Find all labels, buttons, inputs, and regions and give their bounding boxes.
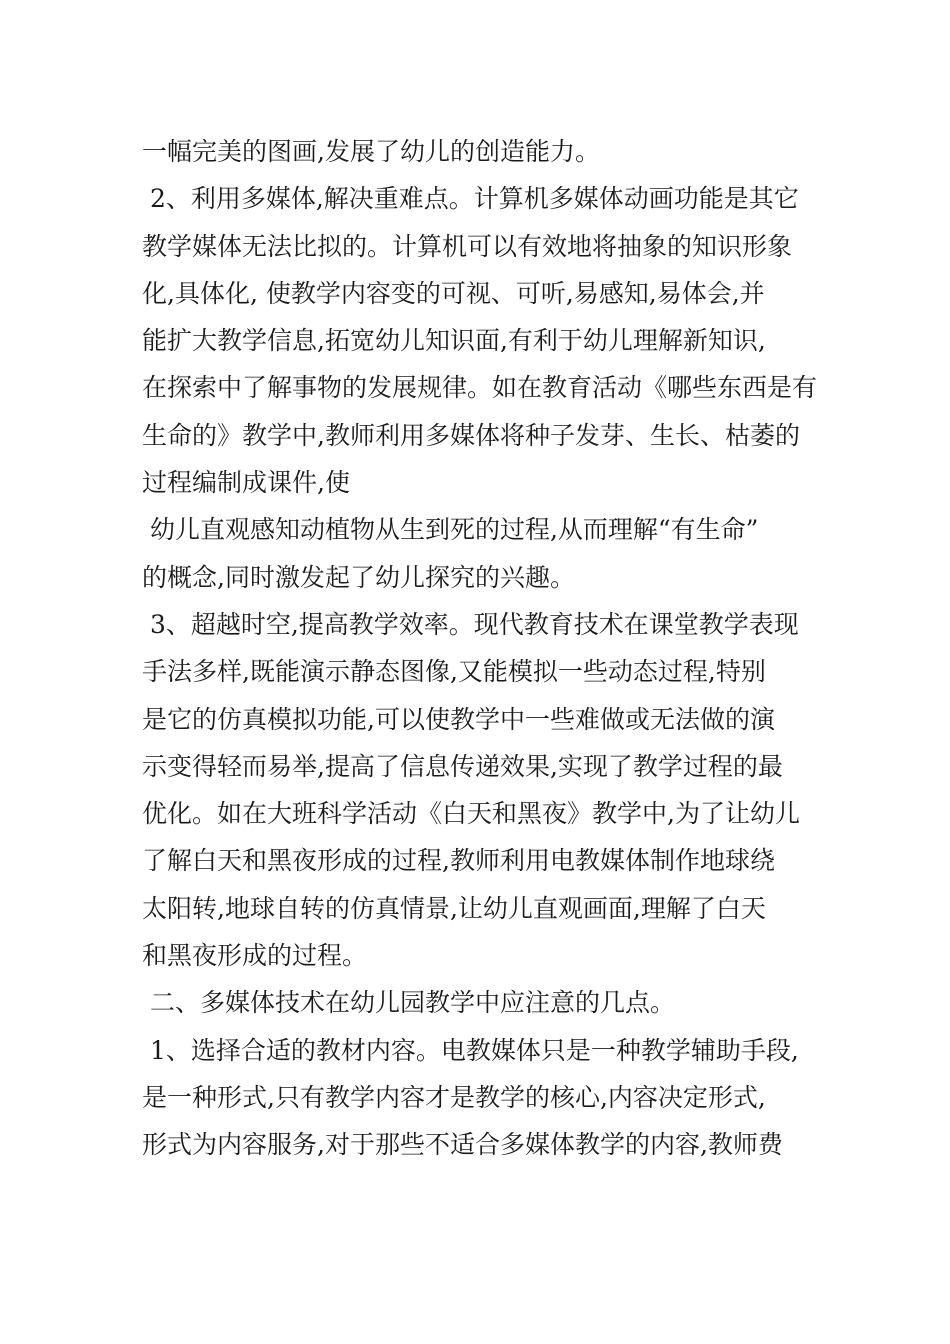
text-line: 能扩大教学信息,拓宽幼儿知识面,有利于幼儿理解新知识, (142, 326, 766, 356)
text-line: 示变得轻而易举,提高了信息传递效果,实现了教学过程的最 (142, 751, 783, 781)
text-line: 是一种形式,只有教学内容才是教学的核心,内容决定形式, (142, 1082, 766, 1112)
body-text (142, 128, 822, 1169)
text-line: 太阳转,地球自转的仿真情景,让幼儿直观画面,理解了白天 (142, 893, 766, 923)
text-line: 过程编制成课件,使 (142, 468, 350, 498)
text-line: 的概念,同时激发起了幼儿探究的兴趣。 (142, 562, 575, 592)
text-line: 生命的》教学中,教师利用多媒体将种子发芽、生长、枯萎的 (142, 420, 800, 450)
text-line: 和黑夜形成的过程。 (142, 941, 368, 971)
text-line: 化,具体化, 使教学内容变的可视、可听,易感知,易体会,并 (142, 278, 765, 308)
text-line: 2、利用多媒体,解决重难点。计算机多媒体动画功能是其它 (142, 184, 799, 214)
text-line: 是它的仿真模拟功能,可以使教学中一些难做或无法做的演 (142, 704, 775, 734)
text-line: 在探索中了解事物的发展规律。如在教育活动《哪些东西是有 (142, 373, 818, 403)
text-line: 一幅完美的图画,发展了幼儿的创造能力。 (142, 137, 600, 166)
text-line: 教学媒体无法比拟的。计算机可以有效地将抽象的知识形象 (142, 231, 793, 261)
text-line: 幼儿直观感知动植物从生到死的过程,从而理解“有生命” (142, 515, 759, 545)
text-line: 形式为内容服务,对于那些不适合多媒体教学的内容,教师费 (142, 1130, 783, 1160)
section-heading: 二、多媒体技术在幼儿园教学中应注意的几点。 (142, 988, 675, 1018)
text-line: 手法多样,既能演示静态图像,又能模拟一些动态过程,特别 (142, 657, 766, 687)
text-line: 优化。如在大班科学活动《白天和黑夜》教学中,为了让幼儿 (142, 799, 800, 829)
text-line: 3、超越时空,提高教学效率。现代教育技术在课堂教学表现 (142, 609, 799, 639)
text-line: 了解白天和黑夜形成的过程,教师利用电教媒体制作地球绕 (142, 846, 775, 876)
text-line: 1、选择合适的教材内容。电教媒体只是一种教学辅助手段, (142, 1035, 799, 1065)
